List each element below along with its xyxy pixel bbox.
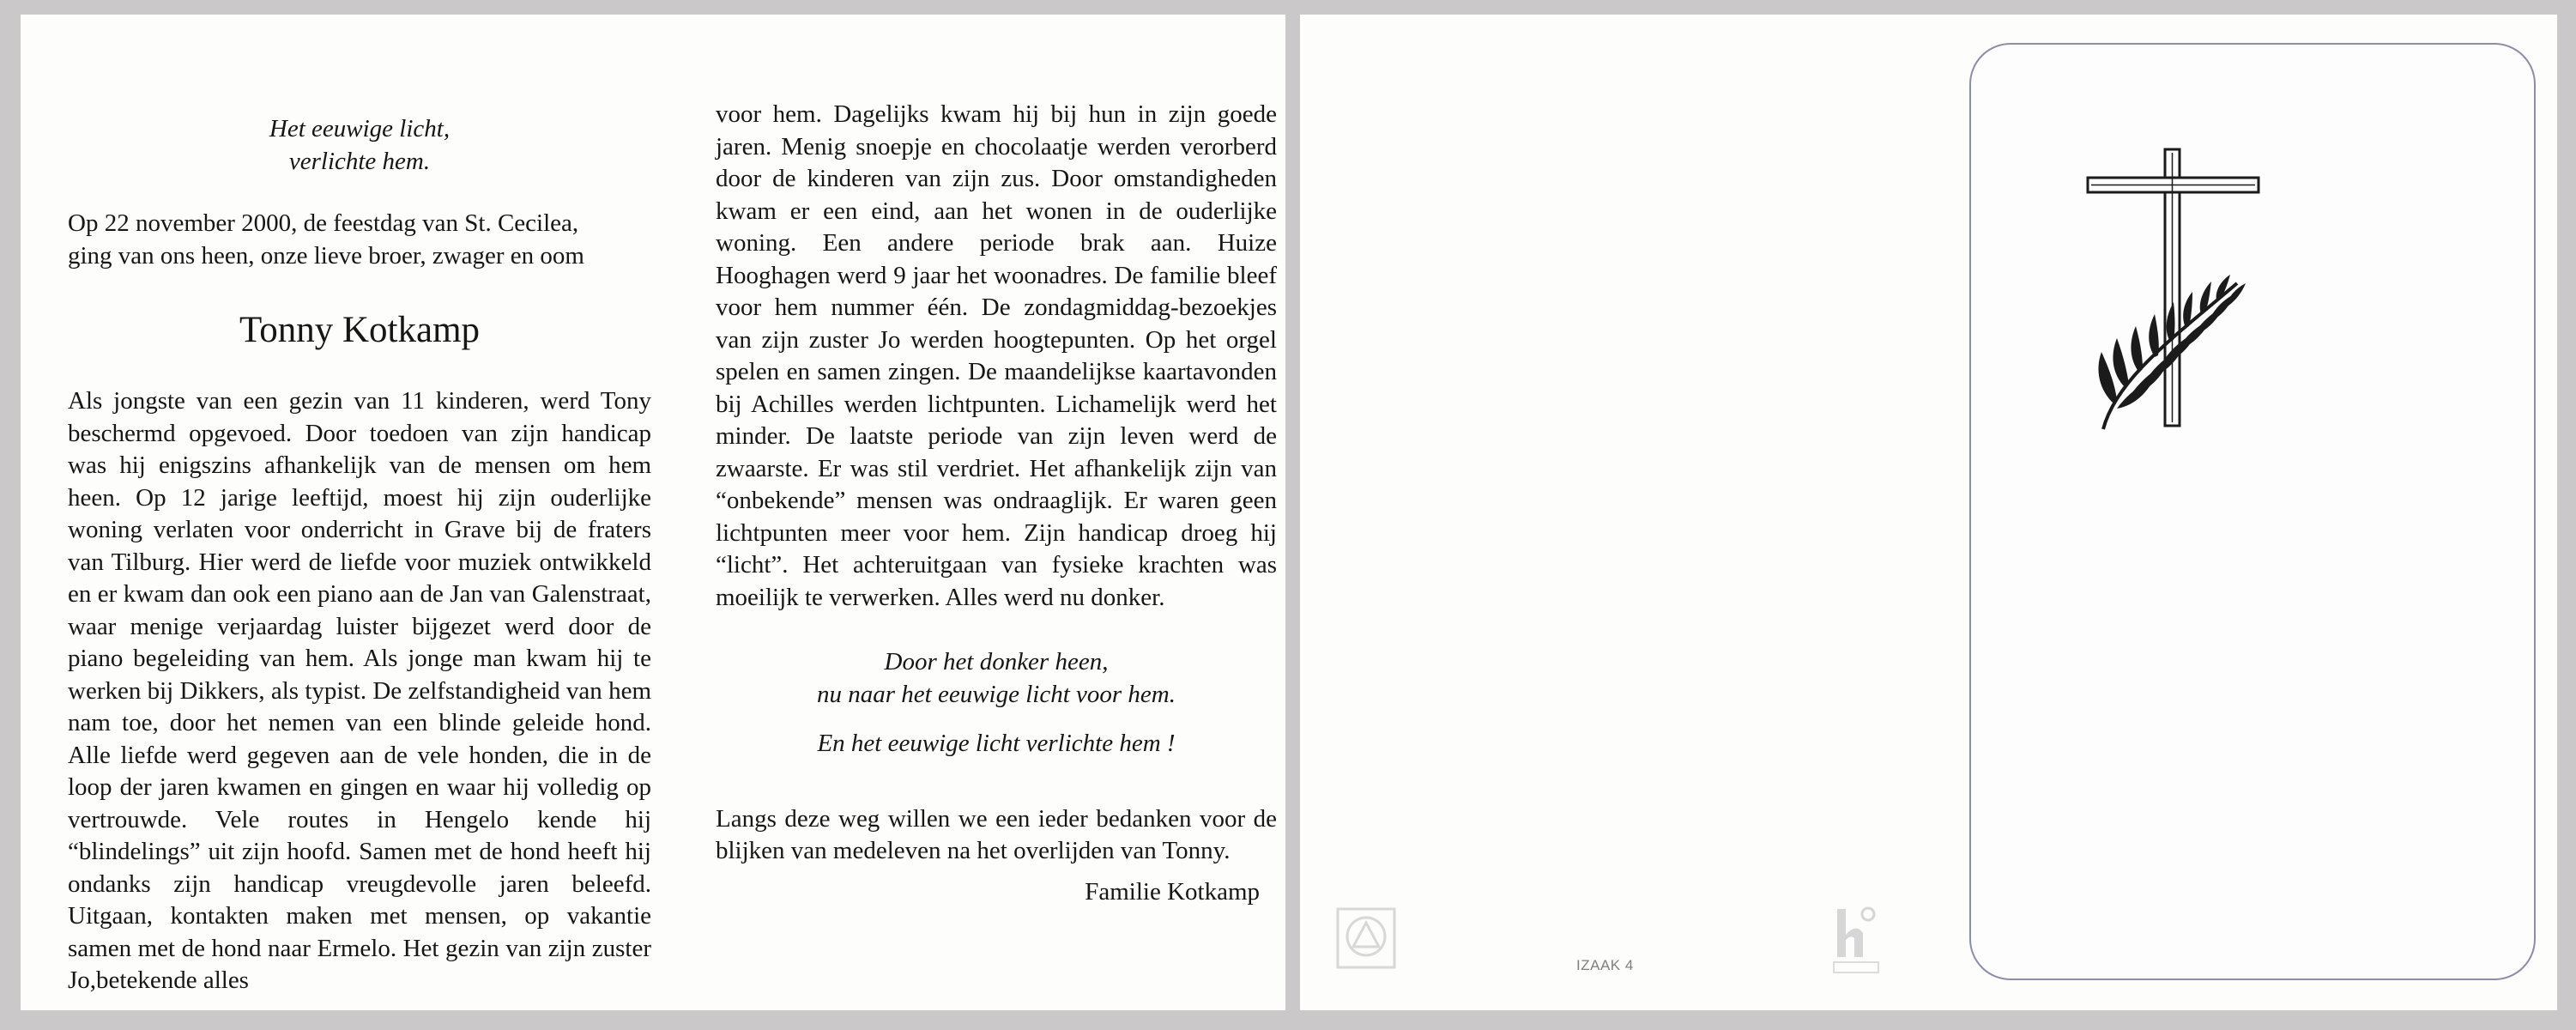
poem-line-2: nu naar het eeuwige licht voor hem.	[817, 680, 1176, 708]
thanks-text: Langs deze weg willen we een ieder bedanken voor de blijken van medeleven na het overlijden van Tonny.	[716, 804, 1277, 864]
cross-with-palm-icon	[2083, 146, 2267, 438]
intro-line-1: Op 22 november 2000, de feestdag van St. Cecilea,	[68, 209, 579, 237]
poem-line-3: En het eeuwige licht verlichte hem !	[817, 730, 1176, 757]
intro-line-2: ging van ons heen, onze lieve broer, zwager en oom	[68, 241, 584, 270]
left-page	[68, 15, 651, 997]
closing-poem	[716, 646, 1277, 760]
motto-line-1: Het eeuwige licht,	[269, 115, 450, 142]
biography-part-2: voor hem. Dagelijks kwam hij bij hun in zijn goede jaren. Menig snoepje en chocolaatje werden verorberd door de kinderen van zijn zus. Door omstandigheden kwam er een eind, aan het wonen in de ouderlijke woning. Een andere periode brak aan. Huize Hooghagen werd 9 jaar het woonadres. De familie bleef voor hem nummer één. De zondagmiddag-bezoekjes van zijn zuster Jo werden hoogtepunten. Op het orgel spelen en samen zingen. De maandelijkse kaartavonden bij Achilles werden lichtpunten. Lichamelijk werd het minder. De laatste periode van zijn leven werd de zwaarste. Er was stil verdriet. Het afhankelijk zijn van “onbekende” mensen was ondraaglijk. Er waren geen lichtpunten meer voor hem. Zijn handicap droeg hij “licht”. Het achteruitgaan van fysieke krachten was moeilijk te verwerken. Alles werd nu donker.	[716, 100, 1277, 611]
intro-text	[68, 208, 651, 272]
signature: Familie Kotkamp	[1085, 877, 1260, 906]
card-inner-spread	[21, 15, 1285, 1010]
deceased-name: Tonny Kotkamp	[239, 310, 481, 350]
cover-frame	[1969, 43, 2536, 980]
printer-code: IZAAK 4	[1576, 957, 1634, 973]
opening-motto	[68, 113, 651, 178]
poem-line-1: Door het donker heen,	[884, 648, 1109, 676]
hi-logo-icon	[1830, 904, 1882, 976]
printer-logo-icon	[1336, 907, 1396, 969]
card-outer-spread	[1300, 15, 2557, 1010]
motto-line-2: verlichte hem.	[288, 147, 431, 175]
right-page	[716, 15, 1277, 908]
biography-part-1: Als jongste van een gezin van 11 kinderen, werd Tony beschermd opgevoed. Door toedoen van zijn handicap was hij enigszins afhankelijk van de mensen om hem heen. Op 12 jarige leeftijd, moest hij zijn ouderlijke woning verlaten voor onderricht in Grave bij de fraters van Tilburg. Hier werd de liefde voor muziek ontwikkeld en er kwam dan ook een piano aan de Jan van Galenstraat, waar menige verjaardag luister bijgezet werd door de piano begeleiding van hem. Als jonge man kwam hij te werken bij Dikkers, als typist. De zelfstandigheid van hem nam toe, door het nemen van een blinde geleide hond. Alle liefde werd gegeven aan de vele honden, die in de loop der jaren kwamen en gingen en waar hij volledig op vertrouwde. Vele routes in Hengelo kende hij “blindelings” uit zijn hoofd. Samen met de hond heeft hij ondanks zijn handicap vreugdevolle jaren beleefd. Uitgaan, kontakten maken met mensen, op vakantie samen met de hond naar Ermelo. Het gezin van zijn zuster Jo,betekende alles	[68, 387, 651, 994]
